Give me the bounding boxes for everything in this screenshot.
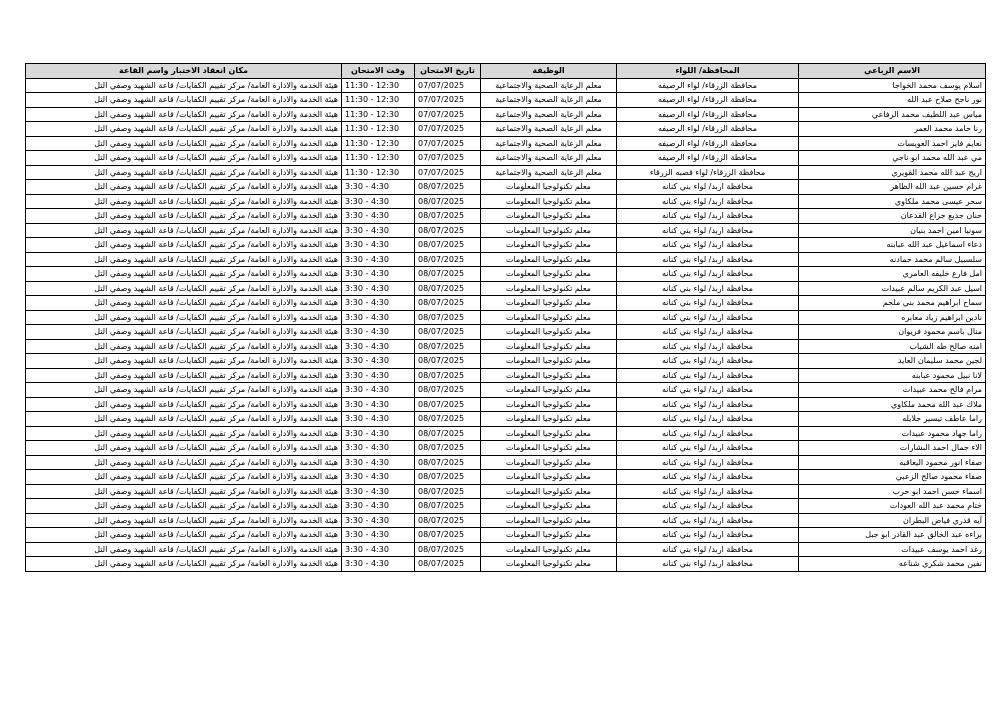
time-cell: 11:30 - 12:30	[342, 122, 415, 137]
table-row	[26, 397, 986, 412]
time-cell: 3:30 - 4:30	[342, 238, 415, 253]
date-cell: 08/07/2025	[415, 528, 481, 543]
time-cell: 3:30 - 4:30	[342, 368, 415, 383]
date-cell: 07/07/2025	[415, 78, 481, 93]
time-cell: 3:30 - 4:30	[342, 209, 415, 224]
venue-cell: هيئة الخدمة والادارة العامة/ مركز تقييم الكفايات/ قاعة الشهيد وصفي التل	[26, 281, 342, 296]
name-cell: دعاء اسماعيل عبد الله عبابنه	[799, 238, 986, 253]
time-cell: 3:30 - 4:30	[342, 484, 415, 499]
date-cell: 08/07/2025	[415, 194, 481, 209]
time-cell: 3:30 - 4:30	[342, 180, 415, 195]
date-cell: 08/07/2025	[415, 557, 481, 572]
job-cell: معلم تكنولوجيا المعلومات	[481, 513, 617, 528]
name-cell: اريج عبد الله محمد القويري	[799, 165, 986, 180]
governorate-cell: محافظة اربد/ لواء بني كنانه	[617, 441, 799, 456]
time-cell: 11:30 - 12:30	[342, 78, 415, 93]
job-cell: معلم تكنولوجيا المعلومات	[481, 484, 617, 499]
governorate-cell: محافظة اربد/ لواء بني كنانه	[617, 194, 799, 209]
name-cell: نفين محمد شكري شناعه	[799, 557, 986, 572]
venue-cell: هيئة الخدمة والادارة العامة/ مركز تقييم الكفايات/ قاعة الشهيد وصفي التل	[26, 296, 342, 311]
governorate-cell: محافظة الزرقاء/ لواء الرصيفه	[617, 136, 799, 151]
venue-cell: هيئة الخدمة والادارة العامة/ مركز تقييم الكفايات/ قاعة الشهيد وصفي التل	[26, 107, 342, 122]
venue-cell: هيئة الخدمة والادارة العامة/ مركز تقييم الكفايات/ قاعة الشهيد وصفي التل	[26, 354, 342, 369]
job-cell: معلم تكنولوجيا المعلومات	[481, 354, 617, 369]
time-cell: 11:30 - 12:30	[342, 151, 415, 166]
governorate-cell: محافظة اربد/ لواء بني كنانه	[617, 339, 799, 354]
name-cell: حنان جديع جزاع القدعان	[799, 209, 986, 224]
venue-header: مكان انعقاد الاختبار واسم القاعة	[26, 64, 342, 79]
job-cell: معلم تكنولوجيا المعلومات	[481, 296, 617, 311]
job-cell: معلم تكنولوجيا المعلومات	[481, 470, 617, 485]
date-cell: 08/07/2025	[415, 397, 481, 412]
job-cell: معلم تكنولوجيا المعلومات	[481, 441, 617, 456]
date-cell: 08/07/2025	[415, 354, 481, 369]
governorate-cell: محافظة اربد/ لواء بني كنانه	[617, 252, 799, 267]
table-row	[26, 325, 986, 340]
table-row	[26, 194, 986, 209]
venue-cell: هيئة الخدمة والادارة العامة/ مركز تقييم الكفايات/ قاعة الشهيد وصفي التل	[26, 368, 342, 383]
time-cell: 3:30 - 4:30	[342, 412, 415, 427]
venue-cell: هيئة الخدمة والادارة العامة/ مركز تقييم الكفايات/ قاعة الشهيد وصفي التل	[26, 252, 342, 267]
time-cell: 3:30 - 4:30	[342, 542, 415, 557]
governorate-cell: محافظة اربد/ لواء بني كنانه	[617, 557, 799, 572]
table-row	[26, 383, 986, 398]
job-cell: معلم تكنولوجيا المعلومات	[481, 209, 617, 224]
venue-cell: هيئة الخدمة والادارة العامة/ مركز تقييم الكفايات/ قاعة الشهيد وصفي التل	[26, 412, 342, 427]
date-cell: 08/07/2025	[415, 180, 481, 195]
venue-cell: هيئة الخدمة والادارة العامة/ مركز تقييم الكفايات/ قاعة الشهيد وصفي التل	[26, 310, 342, 325]
date-cell: 07/07/2025	[415, 93, 481, 108]
venue-cell: هيئة الخدمة والادارة العامة/ مركز تقييم الكفايات/ قاعة الشهيد وصفي التل	[26, 542, 342, 557]
table-row	[26, 513, 986, 528]
job-cell: معلم الرعاية الصحية والاجتماعية	[481, 151, 617, 166]
time-cell: 3:30 - 4:30	[342, 194, 415, 209]
date-cell: 08/07/2025	[415, 513, 481, 528]
governorate-cell: محافظة اربد/ لواء بني كنانه	[617, 426, 799, 441]
exam-schedule-table	[25, 63, 986, 572]
name-cell: راما جهاد محمود عبيدات	[799, 426, 986, 441]
governorate-cell: محافظة اربد/ لواء بني كنانه	[617, 296, 799, 311]
time-cell: 3:30 - 4:30	[342, 252, 415, 267]
governorate-cell: محافظة اربد/ لواء بني كنانه	[617, 484, 799, 499]
name-cell: اسماء حسن احمد ابو حرب	[799, 484, 986, 499]
venue-cell: هيئة الخدمة والادارة العامة/ مركز تقييم الكفايات/ قاعة الشهيد وصفي التل	[26, 557, 342, 572]
governorate-cell: محافظة الزرقاء/ لواء الرصيفه	[617, 93, 799, 108]
table-row	[26, 252, 986, 267]
job-cell: معلم تكنولوجيا المعلومات	[481, 397, 617, 412]
governorate-cell: محافظة الزرقاء/ لواء الرصيفه	[617, 151, 799, 166]
table-row	[26, 209, 986, 224]
venue-cell: هيئة الخدمة والادارة العامة/ مركز تقييم الكفايات/ قاعة الشهيد وصفي التل	[26, 499, 342, 514]
date-cell: 07/07/2025	[415, 136, 481, 151]
date-cell: 08/07/2025	[415, 325, 481, 340]
job-cell: معلم تكنولوجيا المعلومات	[481, 542, 617, 557]
venue-cell: هيئة الخدمة والادارة العامة/ مركز تقييم الكفايات/ قاعة الشهيد وصفي التل	[26, 513, 342, 528]
date-cell: 08/07/2025	[415, 499, 481, 514]
governorate-cell: محافظة اربد/ لواء بني كنانه	[617, 470, 799, 485]
job-cell: معلم تكنولوجيا المعلومات	[481, 528, 617, 543]
job-cell: معلم تكنولوجيا المعلومات	[481, 557, 617, 572]
date-cell: 08/07/2025	[415, 339, 481, 354]
time-cell: 3:30 - 4:30	[342, 281, 415, 296]
job-cell: معلم الرعاية الصحية والاجتماعية	[481, 107, 617, 122]
governorate-cell: محافظة اربد/ لواء بني كنانه	[617, 513, 799, 528]
venue-cell: هيئة الخدمة والادارة العامة/ مركز تقييم الكفايات/ قاعة الشهيد وصفي التل	[26, 209, 342, 224]
venue-cell: هيئة الخدمة والادارة العامة/ مركز تقييم الكفايات/ قاعة الشهيد وصفي التل	[26, 238, 342, 253]
job-cell: معلم تكنولوجيا المعلومات	[481, 455, 617, 470]
name-cell: سلسبيل سالم محمد حمادنه	[799, 252, 986, 267]
name-cell: منال باسم محمود فريوان	[799, 325, 986, 340]
venue-cell: هيئة الخدمة والادارة العامة/ مركز تقييم الكفايات/ قاعة الشهيد وصفي التل	[26, 78, 342, 93]
date-cell: 08/07/2025	[415, 267, 481, 282]
governorate-cell: محافظة اربد/ لواء بني كنانه	[617, 354, 799, 369]
job-cell: معلم تكنولوجيا المعلومات	[481, 325, 617, 340]
name-cell: رغد احمد يوسف عبيدات	[799, 542, 986, 557]
time-cell: 3:30 - 4:30	[342, 310, 415, 325]
job-cell: معلم تكنولوجيا المعلومات	[481, 310, 617, 325]
job-header: الوظيفة	[481, 64, 617, 79]
table-body	[26, 78, 986, 571]
venue-cell: هيئة الخدمة والادارة العامة/ مركز تقييم الكفايات/ قاعة الشهيد وصفي التل	[26, 441, 342, 456]
table-row	[26, 296, 986, 311]
governorate-cell: محافظة اربد/ لواء بني كنانه	[617, 542, 799, 557]
table-row	[26, 223, 986, 238]
table-row	[26, 136, 986, 151]
venue-cell: هيئة الخدمة والادارة العامة/ مركز تقييم الكفايات/ قاعة الشهيد وصفي التل	[26, 267, 342, 282]
job-cell: معلم تكنولوجيا المعلومات	[481, 267, 617, 282]
governorate-cell: محافظة اربد/ لواء بني كنانه	[617, 281, 799, 296]
governorate-cell: محافظة اربد/ لواء بني كنانه	[617, 223, 799, 238]
table-row	[26, 499, 986, 514]
time-cell: 3:30 - 4:30	[342, 513, 415, 528]
date-header: تاريخ الامتحان	[415, 64, 481, 79]
job-cell: معلم الرعاية الصحية والاجتماعية	[481, 122, 617, 137]
table-row	[26, 180, 986, 195]
governorate-cell: محافظة اربد/ لواء بني كنانه	[617, 238, 799, 253]
job-cell: معلم الرعاية الصحية والاجتماعية	[481, 165, 617, 180]
table-row	[26, 354, 986, 369]
date-cell: 08/07/2025	[415, 470, 481, 485]
time-cell: 3:30 - 4:30	[342, 354, 415, 369]
governorate-cell: محافظة اربد/ لواء بني كنانه	[617, 209, 799, 224]
name-cell: سونيا امين احمد بنيان	[799, 223, 986, 238]
date-cell: 08/07/2025	[415, 238, 481, 253]
governorate-cell: محافظة اربد/ لواء بني كنانه	[617, 499, 799, 514]
name-cell: آيه قدري فياض البطران	[799, 513, 986, 528]
name-cell: ختام محمد عبد الله العودات	[799, 499, 986, 514]
venue-cell: هيئة الخدمة والادارة العامة/ مركز تقييم الكفايات/ قاعة الشهيد وصفي التل	[26, 223, 342, 238]
job-cell: معلم تكنولوجيا المعلومات	[481, 180, 617, 195]
name-cell: نادين ابراهيم زياد معابره	[799, 310, 986, 325]
table-row	[26, 165, 986, 180]
name-header: الاسم الرباعي	[799, 64, 986, 79]
name-cell: راما عاطف تيسير جلايله	[799, 412, 986, 427]
name-cell: صفاء انور محمود اليعاقبه	[799, 455, 986, 470]
time-cell: 3:30 - 4:30	[342, 296, 415, 311]
time-cell: 3:30 - 4:30	[342, 528, 415, 543]
date-cell: 07/07/2025	[415, 122, 481, 137]
table-row	[26, 281, 986, 296]
time-cell: 3:30 - 4:30	[342, 267, 415, 282]
venue-cell: هيئة الخدمة والادارة العامة/ مركز تقييم الكفايات/ قاعة الشهيد وصفي التل	[26, 122, 342, 137]
venue-cell: هيئة الخدمة والادارة العامة/ مركز تقييم الكفايات/ قاعة الشهيد وصفي التل	[26, 325, 342, 340]
table-row	[26, 441, 986, 456]
governorate-cell: محافظة اربد/ لواء بني كنانه	[617, 383, 799, 398]
governorate-cell: محافظة اربد/ لواء بني كنانه	[617, 455, 799, 470]
governorate-cell: محافظة اربد/ لواء بني كنانه	[617, 412, 799, 427]
table-row	[26, 470, 986, 485]
job-cell: معلم تكنولوجيا المعلومات	[481, 223, 617, 238]
governorate-cell: محافظة اربد/ لواء بني كنانه	[617, 528, 799, 543]
date-cell: 08/07/2025	[415, 281, 481, 296]
table-row	[26, 557, 986, 572]
name-cell: سحر عيسى محمد ملكاوي	[799, 194, 986, 209]
date-cell: 07/07/2025	[415, 107, 481, 122]
table-row	[26, 93, 986, 108]
job-cell: معلم تكنولوجيا المعلومات	[481, 499, 617, 514]
venue-cell: هيئة الخدمة والادارة العامة/ مركز تقييم الكفايات/ قاعة الشهيد وصفي التل	[26, 484, 342, 499]
date-cell: 08/07/2025	[415, 368, 481, 383]
name-cell: اسيل عبد الكريم سالم عبيدات	[799, 281, 986, 296]
time-cell: 11:30 - 12:30	[342, 136, 415, 151]
table-row	[26, 310, 986, 325]
governorate-cell: محافظة اربد/ لواء بني كنانه	[617, 325, 799, 340]
job-cell: معلم تكنولوجيا المعلومات	[481, 194, 617, 209]
venue-cell: هيئة الخدمة والادارة العامة/ مركز تقييم الكفايات/ قاعة الشهيد وصفي التل	[26, 165, 342, 180]
venue-cell: هيئة الخدمة والادارة العامة/ مركز تقييم الكفايات/ قاعة الشهيد وصفي التل	[26, 151, 342, 166]
venue-cell: هيئة الخدمة والادارة العامة/ مركز تقييم الكفايات/ قاعة الشهيد وصفي التل	[26, 426, 342, 441]
job-cell: معلم تكنولوجيا المعلومات	[481, 426, 617, 441]
table-row	[26, 78, 986, 93]
venue-cell: هيئة الخدمة والادارة العامة/ مركز تقييم الكفايات/ قاعة الشهيد وصفي التل	[26, 397, 342, 412]
job-cell: معلم تكنولوجيا المعلومات	[481, 339, 617, 354]
name-cell: اسلام يوسف محمد الخواجا	[799, 78, 986, 93]
name-cell: براءه عبد الخالق عبد القادر ابو جبل	[799, 528, 986, 543]
date-cell: 08/07/2025	[415, 455, 481, 470]
table-row	[26, 107, 986, 122]
table-row	[26, 238, 986, 253]
time-cell: 3:30 - 4:30	[342, 455, 415, 470]
time-cell: 3:30 - 4:30	[342, 339, 415, 354]
governorate-cell: محافظة اربد/ لواء بني كنانه	[617, 368, 799, 383]
date-cell: 08/07/2025	[415, 484, 481, 499]
date-cell: 08/07/2025	[415, 296, 481, 311]
job-cell: معلم الرعاية الصحية والاجتماعية	[481, 136, 617, 151]
time-cell: 11:30 - 12:30	[342, 107, 415, 122]
governorate-cell: محافظة اربد/ لواء بني كنانه	[617, 397, 799, 412]
governorate-cell: محافظة الزرقاء/ لواء الرصيفه	[617, 107, 799, 122]
job-cell: معلم تكنولوجيا المعلومات	[481, 383, 617, 398]
name-cell: نور ناجح صلاح عبد الله	[799, 93, 986, 108]
job-cell: معلم تكنولوجيا المعلومات	[481, 238, 617, 253]
time-header: وقت الامتحان	[342, 64, 415, 79]
table-row	[26, 426, 986, 441]
date-cell: 08/07/2025	[415, 412, 481, 427]
job-cell: معلم تكنولوجيا المعلومات	[481, 412, 617, 427]
venue-cell: هيئة الخدمة والادارة العامة/ مركز تقييم الكفايات/ قاعة الشهيد وصفي التل	[26, 383, 342, 398]
name-cell: غرام حسين عبد الله الظاهر	[799, 180, 986, 195]
time-cell: 3:30 - 4:30	[342, 325, 415, 340]
venue-cell: هيئة الخدمة والادارة العامة/ مركز تقييم الكفايات/ قاعة الشهيد وصفي التل	[26, 136, 342, 151]
table-row	[26, 528, 986, 543]
name-cell: امل فارع خليفه العامري	[799, 267, 986, 282]
venue-cell: هيئة الخدمة والادارة العامة/ مركز تقييم الكفايات/ قاعة الشهيد وصفي التل	[26, 528, 342, 543]
name-cell: نعايم فايز احمد العويسات	[799, 136, 986, 151]
job-cell: معلم الرعاية الصحية والاجتماعية	[481, 93, 617, 108]
venue-cell: هيئة الخدمة والادارة العامة/ مركز تقييم الكفايات/ قاعة الشهيد وصفي التل	[26, 339, 342, 354]
date-cell: 08/07/2025	[415, 209, 481, 224]
name-cell: مي عبد الله محمد ابو ناجي	[799, 151, 986, 166]
governorate-cell: محافظة اربد/ لواء بني كنانه	[617, 310, 799, 325]
table-row	[26, 267, 986, 282]
time-cell: 3:30 - 4:30	[342, 499, 415, 514]
governorate-cell: محافظة الزرقاء/ لواء الرصيفه	[617, 78, 799, 93]
governorate-cell: محافظة اربد/ لواء بني كنانه	[617, 180, 799, 195]
time-cell: 11:30 - 12:30	[342, 93, 415, 108]
venue-cell: هيئة الخدمة والادارة العامة/ مركز تقييم الكفايات/ قاعة الشهيد وصفي التل	[26, 470, 342, 485]
time-cell: 3:30 - 4:30	[342, 397, 415, 412]
date-cell: 08/07/2025	[415, 383, 481, 398]
date-cell: 08/07/2025	[415, 252, 481, 267]
venue-cell: هيئة الخدمة والادارة العامة/ مركز تقييم الكفايات/ قاعة الشهيد وصفي التل	[26, 455, 342, 470]
job-cell: معلم تكنولوجيا المعلومات	[481, 281, 617, 296]
name-cell: سماح ابراهيم محمد بني ملحم	[799, 296, 986, 311]
time-cell: 11:30 - 12:30	[342, 165, 415, 180]
table-row	[26, 455, 986, 470]
date-cell: 08/07/2025	[415, 426, 481, 441]
date-cell: 08/07/2025	[415, 441, 481, 456]
job-cell: معلم تكنولوجيا المعلومات	[481, 368, 617, 383]
date-cell: 07/07/2025	[415, 165, 481, 180]
job-cell: معلم الرعاية الصحية والاجتماعية	[481, 78, 617, 93]
venue-cell: هيئة الخدمة والادارة العامة/ مركز تقييم الكفايات/ قاعة الشهيد وصفي التل	[26, 93, 342, 108]
time-cell: 3:30 - 4:30	[342, 426, 415, 441]
time-cell: 3:30 - 4:30	[342, 383, 415, 398]
venue-cell: هيئة الخدمة والادارة العامة/ مركز تقييم الكفايات/ قاعة الشهيد وصفي التل	[26, 194, 342, 209]
date-cell: 07/07/2025	[415, 151, 481, 166]
name-cell: لانا نبيل محمود عبابنه	[799, 368, 986, 383]
name-cell: مياس عبد اللطيف محمد الرفاعي	[799, 107, 986, 122]
table-row	[26, 151, 986, 166]
table-row	[26, 122, 986, 137]
governorate-header: المحافظة/ اللواء	[617, 64, 799, 79]
date-cell: 08/07/2025	[415, 223, 481, 238]
date-cell: 08/07/2025	[415, 310, 481, 325]
time-cell: 3:30 - 4:30	[342, 470, 415, 485]
governorate-cell: محافظة الزرقاء/ لواء الرصيفه	[617, 122, 799, 137]
time-cell: 3:30 - 4:30	[342, 441, 415, 456]
table-row	[26, 339, 986, 354]
table-row	[26, 484, 986, 499]
name-cell: ملاك عبد الله محمد ملكاوي	[799, 397, 986, 412]
governorate-cell: محافظة اربد/ لواء بني كنانه	[617, 267, 799, 282]
date-cell: 08/07/2025	[415, 542, 481, 557]
table-row	[26, 542, 986, 557]
table-row	[26, 412, 986, 427]
name-cell: الاء جمال احمد البشارات	[799, 441, 986, 456]
name-cell: امنه صالح طه الشياب	[799, 339, 986, 354]
name-cell: لجين محمد سليمان العايد	[799, 354, 986, 369]
table-row	[26, 368, 986, 383]
governorate-cell: محافظة الزرقاء/ لواء قصبه الزرقاء	[617, 165, 799, 180]
name-cell: رنا حامد محمد العمر	[799, 122, 986, 137]
job-cell: معلم تكنولوجيا المعلومات	[481, 252, 617, 267]
name-cell: مرام فالح محمد عبيدات	[799, 383, 986, 398]
time-cell: 3:30 - 4:30	[342, 557, 415, 572]
time-cell: 3:30 - 4:30	[342, 223, 415, 238]
header-row	[26, 64, 986, 79]
name-cell: صفاء محمود صالح الزعبي	[799, 470, 986, 485]
venue-cell: هيئة الخدمة والادارة العامة/ مركز تقييم الكفايات/ قاعة الشهيد وصفي التل	[26, 180, 342, 195]
